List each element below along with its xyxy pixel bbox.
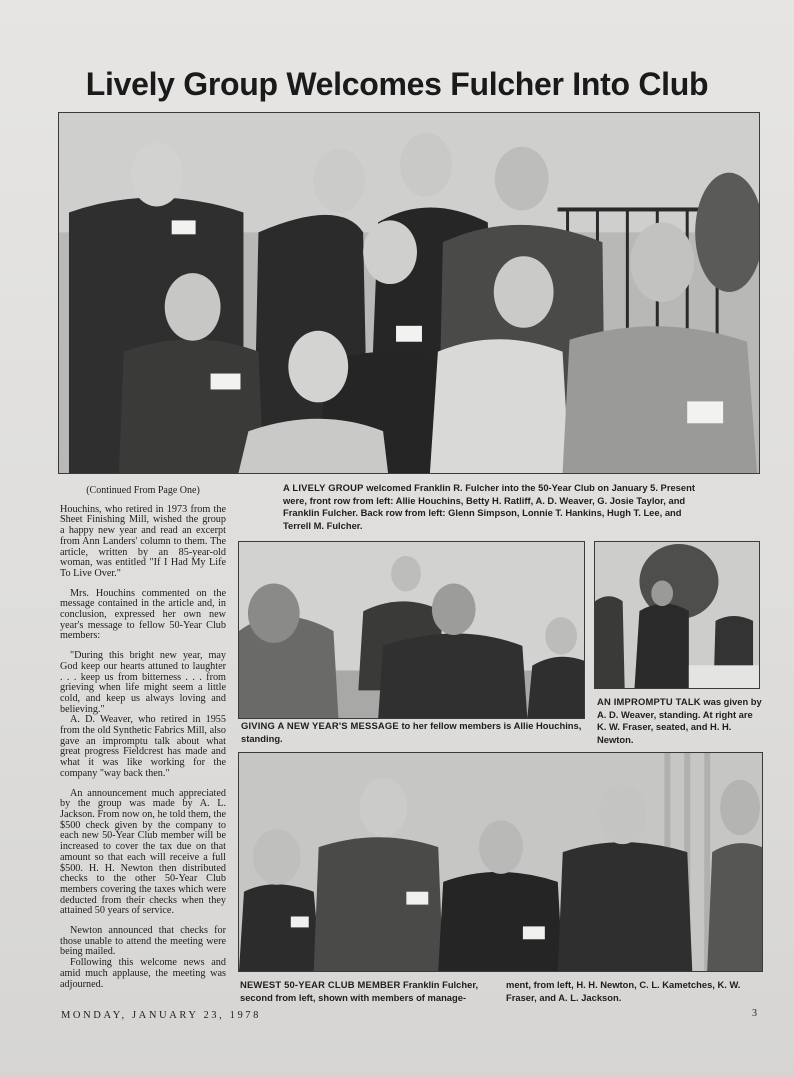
- paragraph: Newton announced that checks for those unable to attend the meeting were being mailed.: [60, 925, 226, 958]
- management-photo-caption: [240, 979, 498, 1004]
- caption-text: to her fellow members is Allie Houchins, standing.: [241, 720, 582, 744]
- message-photo-caption: [241, 720, 586, 745]
- caption-lead: GIVING A NEW YEAR'S MESSAGE: [241, 720, 399, 731]
- issue-date: MONDAY, JANUARY 23, 1978: [61, 1010, 261, 1021]
- caption-lead: A LIVELY GROUP: [283, 482, 364, 493]
- article-column: [60, 486, 226, 990]
- group-photo: [58, 112, 760, 474]
- impromptu-talk-caption: [597, 696, 763, 746]
- paragraph: Mrs. Houchins commented on the message contained in the article and, in conclusion, expressed her own new year's message to fellow 50-Year Club members:: [60, 587, 226, 642]
- paragraph: A. D. Weaver, who retired in 1955 from the old Synthetic Fabrics Mill, also gave an impromptu talk about what great progress Fieldcrest has made and what it was like working for the company "way back then.": [60, 714, 226, 779]
- management-photo: [238, 752, 763, 972]
- paragraph: Houchins, who retired in 1973 from the Sheet Finishing Mill, wished the group a happy new year and read an excerpt from Ann Landers' column to them. The article, written by an 85-year-old woman, was entitled "If I Had My Life To Live Over.": [60, 503, 226, 579]
- paragraph: "During this bright new year, may God keep our hearts attuned to laughter . . . keep us from bitterness . . . from grieving when life might seem a little cold, and keep us always loving and believing.": [60, 650, 226, 715]
- paragraph: Following this welcome news and amid much applause, the meeting was adjourned.: [60, 957, 226, 990]
- management-photo-caption-continued: [506, 979, 762, 1004]
- message-photo: [238, 541, 585, 719]
- caption-text: ment, from left, H. H. Newton, C. L. Kametches, K. W. Fraser, and A. L. Jackson.: [506, 979, 741, 1003]
- caption-lead: NEWEST 50-YEAR CLUB MEMBER: [240, 979, 401, 990]
- caption-text: Franklin Fulcher, second from left, shown with members of manage-: [240, 979, 479, 1003]
- group-photo-caption: [283, 482, 711, 532]
- caption-text: was given by A. D. Weaver, standing. At right are K. W. Fraser, seated, and H. H. Newton.: [597, 696, 762, 745]
- paragraph: An announcement much appreciated by the group was made by A. L. Jackson. From now on, he told them, the $500 check given by the company to each new 50-Year Club member will be increased to cover the tax due on that amount so that each will receive a full $500. H. H. Newton then distributed checks to the other 50-Year Club members covering the taxes which were deducted from their checks when they attained 50 years of service.: [60, 787, 226, 917]
- continued-note: (Continued From Page One): [86, 485, 200, 496]
- caption-lead: AN IMPROMPTU TALK: [597, 696, 701, 707]
- page-number: 3: [752, 1008, 757, 1019]
- impromptu-talk-photo: [594, 541, 760, 689]
- headline: Lively Group Welcomes Fulcher Into Club: [85, 66, 709, 102]
- caption-text: welcomed Franklin R. Fulcher into the 50-Year Club on January 5. Present were, front row from left: Allie Houchins, Betty H. Ratliff, A. D. Weaver, G. Josie Taylor, and Franklin Fulcher. Back row from left: Glenn Simpson, Lonnie T. Hankins, Hugh T. Lee, and Terrell M. Fulcher.: [283, 482, 695, 531]
